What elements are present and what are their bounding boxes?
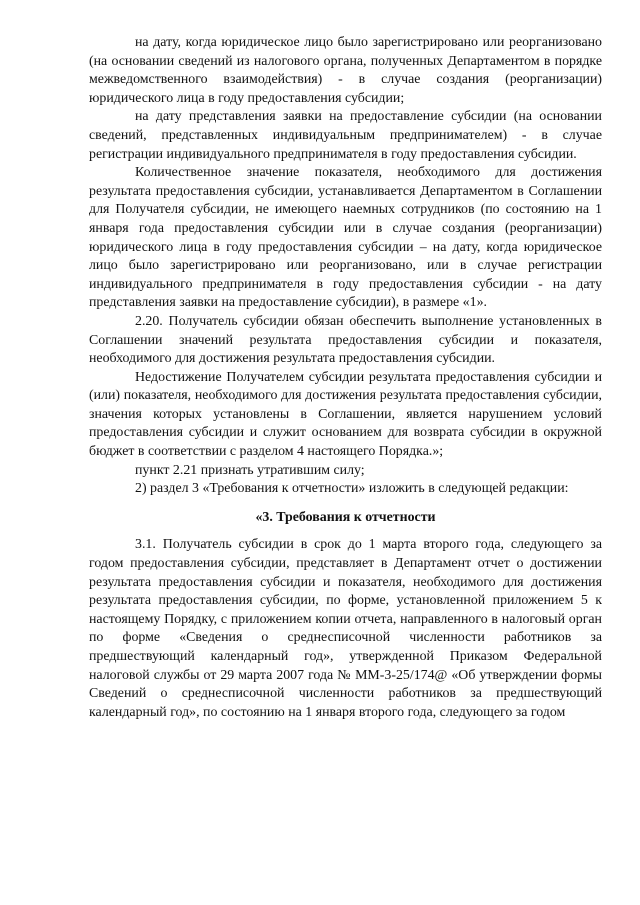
- paragraph-section-3-amendment: 2) раздел 3 «Требования к отчетности» изложить в следующей редакции:: [135, 481, 569, 497]
- paragraph-2-20: 2.20. Получатель субсидии обязан обеспечить выполнение установленных в Соглашении значений результата предоставления субсидии и показателя, необходимого для достижения результата предоставления субсидии.: [89, 313, 602, 367]
- paragraph-3-1: 3.1. Получатель субсидии в срок до 1 марта второго года, следующего за годом предоставления субсидии, представляет в Департамент отчет о достижении результата предоставления субсидии и показателя, необходимого для достижения результата предоставления субсидии, по форме, установленной приложением 5 к настоящему Порядку, с приложением копии отчета, направленного в налоговый орган по форме «Сведения о среднесписочной численности работников за предшествующий календарный год», утвержденной Приказом Федеральной налоговой службы от 29 марта 2007 года № ММ-3-25/174@ «Об утверждении формы Сведений о среднесписочной численности работников за предшествующий календарный год», по состоянию на 1 января второго года, следующего за годом: [89, 537, 602, 720]
- paragraph-application-date-entrepreneur: на дату представления заявки на предоставление субсидии (на основании сведений, представленных индивидуальным предпринимателем) - в случае регистрации индивидуального предпринимателя в году предоставления субсидии.: [89, 109, 602, 162]
- paragraph-2-21-repealed: пункт 2.21 признать утратившим силу;: [135, 462, 365, 478]
- paragraph-indicator-value: Количественное значение показателя, необходимого для достижения результата предоставления субсидии, устанавливается Департаментом в Соглашении для Получателя субсидии, не имеющего наемных сотрудников (по состоянию на 1 января года предоставления субсидии или в случае создания (реорганизации) юридического лица в году предоставления субсидии – на дату, когда юридическое лицо было зарегистрировано или реорганизовано, или в случае регистрации индивидуального предпринимателя в году предоставления субсидии - на дату представления заявки на предоставление субсидии), в размере «1».: [89, 165, 602, 311]
- paragraph-non-achievement: Недостижение Получателем субсидии результата предоставления субсидии и (или) показателя, необходимого для достижения результата предоставления субсидии, значения которых установлены в Соглашении, является нарушением условий предоставления субсидии и служит основанием для возврата субсидии в окружной бюджет в соответствии с разделом 4 настоящего Порядка.»;: [89, 369, 602, 460]
- section-3-heading: «3. Требования к отчетности: [255, 509, 436, 525]
- document-page: [89, 34, 602, 722]
- paragraph-registration-date-legal-entity: на дату, когда юридическое лицо было зарегистрировано или реорганизовано (на основании сведений из налогового органа, полученных Департаментом в порядке межведомственного взаимодействия) - в случае создания (реорганизации) юридического лица в году предоставления субсидии;: [89, 35, 602, 106]
